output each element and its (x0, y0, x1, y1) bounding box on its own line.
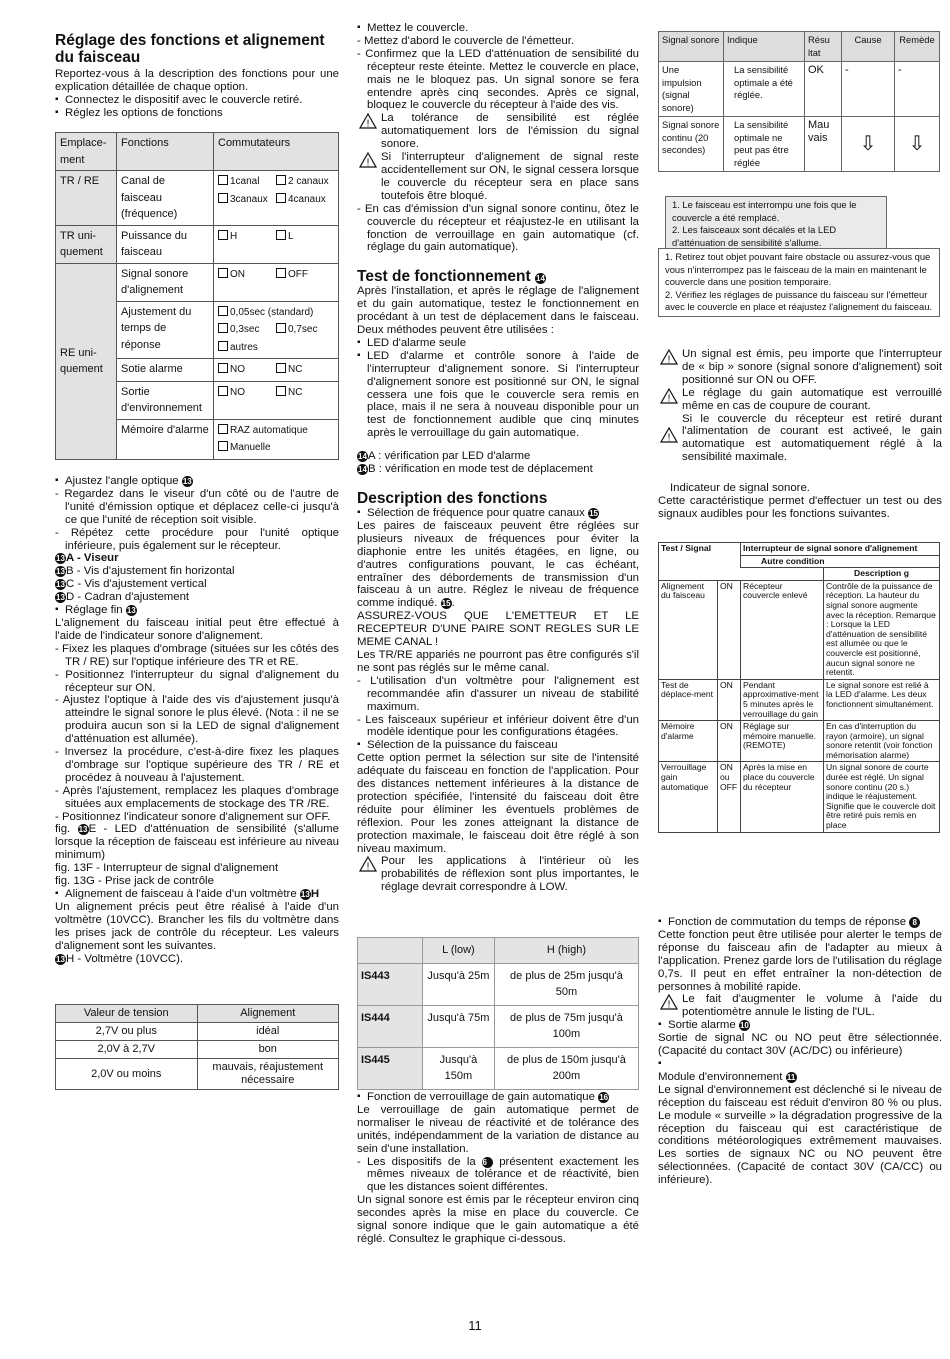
paragraph: Un alignement précis peut être réalisé à l'aide d'un voltmètre (10VCC). Brancher les fils du voltmètre dans les prises jack de contrôle du récepteur. Les valeurs d'alignement sont les suivantes. (55, 900, 339, 952)
figure-ref: 13A - Viseur (56, 552, 119, 565)
paragraph: Sortie de signal NC ou NO peut être sélectionnée. (Capacité du contact 30V (AC/DC) ou inférieure) (658, 1032, 942, 1058)
warning-icon (660, 994, 678, 1010)
option-item: 0,7sec (276, 322, 317, 339)
step-text: - Positionnez l'interrupteur du signal d'alignement du récepteur sur ON. (55, 668, 339, 694)
down-arrow-icon: ⇩ (842, 117, 895, 172)
warning-note: ! Pour les applications à l'intérieur où les probabilités de réflexion sont plus importantes, le réglage devrait correspondre à LOW. (357, 855, 639, 894)
function-cell: Sortie d'environnement (117, 381, 214, 419)
figure-ref: 13D - Cadran d'ajustement (56, 591, 190, 604)
figure-ref: 13H - Voltmètre (10VCC). (56, 952, 184, 965)
function-cell: Mémoire d'alarme (117, 419, 214, 459)
svg-text:!: ! (667, 432, 671, 443)
bullet-angle: ▪ Ajustez l'angle optique 13 (55, 475, 339, 488)
middle-column (357, 22, 639, 894)
option-item: autres (218, 340, 258, 357)
option-item: 3canaux (218, 192, 276, 209)
option-item: NO (218, 385, 276, 402)
table-row: Verrouillage gain automatique ON ou OFF Après la mise en place du couvercle du récepteur Un signal sonore de courte durée est réglé. Un signal sonore continu (20 s.) indique le réajustement. Signifie que le couvercle doit être retiré puis remis en place (659, 762, 940, 832)
option-item: NO (218, 362, 276, 379)
location-cell: RE uni-quement (56, 263, 117, 459)
table-corner (358, 938, 423, 964)
audible-signal-table (658, 542, 940, 833)
figure-ref: 13C - Vis d'ajustement vertical (56, 578, 207, 591)
warning-icon (660, 427, 678, 443)
function-switch-table (55, 132, 339, 460)
bullet-connect: ▪ Connectez le dispositif avec le couvercle retiré. (55, 94, 339, 107)
svg-text:!: ! (667, 393, 671, 404)
indicator-text: Cette caractéristique permet d'effectuer un test ou des signaux audibles pour les fonctions suivantes. (658, 495, 942, 520)
table-header: L (low) (423, 938, 495, 964)
indicator-title: Indicateur de signal sonore. (670, 482, 810, 495)
table-row: 2,0V à 2,7V bon (56, 1041, 339, 1059)
warning-icon (660, 349, 678, 365)
table-header: Remède (895, 32, 940, 62)
bullet-frequency: ▪ Sélection de fréquence pour quatre canaux 15 (357, 507, 639, 520)
paragraph: Cette fonction peut être utilisée pour alerter le temps de réponse du faisceau afin de l'adapter au mieux à l'application. Prenez garde lors de l'utilisation du réglage 0,7s. Il peut en effet entraîner la non-détection de personnes à mobilité rapide. (658, 928, 942, 993)
switch-cell (214, 359, 339, 382)
page-number: 11 (468, 1318, 482, 1333)
option-item: H (218, 229, 276, 246)
power-range-table (357, 937, 639, 1090)
option-item: OFF (276, 267, 308, 284)
checkbox-icon (218, 363, 228, 373)
step-text: - Répétez cette procédure pour l'unité optique inférieure, puis également sur le récepteur. (55, 526, 339, 552)
switch-cell (214, 263, 339, 301)
table-header: H (high) (494, 938, 638, 964)
table-header: Résu ltat (805, 32, 842, 62)
switch-cell (214, 225, 339, 263)
heading-test: Test de fonctionnement 14 (357, 268, 545, 286)
checkbox-icon (276, 323, 286, 333)
left-column (55, 0, 339, 120)
checkbox-icon (218, 424, 228, 434)
table-header: Commutateurs (214, 133, 339, 171)
function-cell: Sotie alarme (117, 359, 214, 382)
figure-ref: 13B - Vis d'ajustement fin horizontal (56, 565, 235, 578)
table-header: Description g (824, 568, 940, 581)
warning-note: ! Le réglage du gain automatique est verrouillé même en cas de coupure de courant. (658, 387, 942, 413)
step-text: - En cas d'émission d'un signal sonore continu, ôtez le couvercle du récepteur et réajustez-le en utilisant la fonction de verrouillage en gain automatique (cf. réglage du gain automatique). (357, 202, 639, 254)
checkbox-icon (218, 441, 228, 451)
table-header: Fonctions (117, 133, 214, 171)
bullet-response: ▪ Fonction de commutation du temps de réponse 8 (658, 916, 942, 929)
warning-note: ! Si le couvercle du récepteur est retiré durant l'alimentation de courant est activeé, le gain automatique est automatiquement réglé à la sensibilité maximale. (658, 413, 942, 465)
table-row: Test de déplace-ment ON Pendant approximative-ment 5 minutes après le verrouillage du gain Le signal sonore est relié à la LED d'alarme. Les deux fonctionnent simultanément. (659, 679, 940, 720)
option-item: 0,3sec (218, 322, 276, 339)
step-text: - Confirmez que la LED d'atténuation de sensibilité du récepteur reste éteinte. Mettez le couvercle en place, mais ne le bloquez pas. Un signal sonore se fera entendre après cinq secondes. Après ce signal, bloquez le couvercle du récepteur à l'aide des vis. (357, 47, 639, 112)
section-title: Réglage des fonctions et alignement du faisceau (55, 32, 325, 66)
table-row: IS445 Jusqu'à 150m de plus de 150m jusqu'à 200m (358, 1047, 639, 1089)
figure-ref: 14A : vérification par LED d'alarme (358, 450, 531, 463)
bullet-cover: ▪ Mettez le couvercle. (357, 22, 639, 35)
option-item: NC (276, 362, 302, 379)
table-header: Valeur de tension (56, 1005, 198, 1023)
figure-ref: fig. 13G - Prise jack de contrôle (55, 875, 214, 888)
paragraph: Un signal sonore est émis par le récepteur environ cinq secondes après la mise en place du couvercle. Ce signal sonore indique que le gain automatique a été réglé. Consultez le graphique ci-dessous. (357, 1194, 639, 1245)
table-row: IS443 Jusqu'à 25m de plus de 25m jusqu'à 50m (358, 963, 639, 1005)
table-header: Indique (724, 32, 805, 62)
circled-number: 13 (126, 606, 136, 616)
voltage-table (55, 1004, 339, 1090)
svg-text:!: ! (667, 354, 671, 365)
checkbox-icon (218, 323, 228, 333)
step-text: - Inversez la procédure, c'est-à-dire fixez les plaques d'ombrage sur l'optique supérieure des TR / RE et procédez à nouveau à l'ajustement. (55, 746, 339, 784)
bullet-alarm-output: ▪ Sortie alarme 10 (658, 1019, 942, 1032)
paragraph: Les TR/RE appariés ne pourront pas être configurés s'il ne sont pas réglés sur le même canal. (357, 648, 639, 674)
checkbox-icon (218, 230, 228, 240)
table-row: 2,7V ou plus idéal (56, 1023, 339, 1041)
paragraph: Le signal d'environnement est déclenché si le niveau de réception du faisceau est réduit d'environ 80 % ou plus. Le module « surveille » la dégradation progressive de la réception du faisceau qui est caractéristique de conditions météorologiques extrêmement mauvaises. Les sorties de signaux NC ou NO peuvent être sélectionnées. (Capacité de contact 30V (CA/CC) ou inférieure). (658, 1083, 942, 1187)
switch-cell (214, 381, 339, 419)
bullet-gain-lock: ▪ Fonction de verrouillage de gain automatique 16 (357, 1091, 639, 1104)
table-row: Signal sonore continu (20 secondes) La sensibilité optimale ne peut pas être réglée Mau vais ⇩ ⇩ (659, 117, 940, 172)
paragraph: Les paires de faisceaux peuvent être réglées sur plusieurs niveaux de fréquences pour éviter la diaphonie entre les unités étagées, en ligne, ou d'autres configurations pouvant, le cas échéant, entraîner des débordements de transmission d'un faisceau à un autre. Réglez le niveau de fréquence comme indiqué. 15. (357, 519, 639, 610)
checkbox-icon (218, 341, 228, 351)
bullet-led-sound: ▪ LED d'alarme et contrôle sonore à l'aide de l'interrupteur d'alignement sonore. Si l'interrupteur d'alignement sonore est positionné sur ON, le signal cessera une fois que le couvercle sera remis en place, mais il ne sera à nouveau disponible pour un test de fonctionnement audible que cinq minutes après le verrouillage du gain automatique. (357, 350, 639, 440)
heading-description: Description des fonctions (357, 490, 548, 507)
function-cell: Canal de faisceau (fréquence) (117, 171, 214, 226)
bullet-power: ▪ Sélection de la puissance du faisceau (357, 739, 639, 752)
table-header: Alignement (197, 1005, 339, 1023)
checkbox-icon (276, 175, 286, 185)
figure-ref: fig. 13E - LED d'atténuation de sensibilité (s'allume lorsque la réception de faisceau est inférieure au niveau minimum) (55, 823, 339, 862)
function-cell: Puissance du faisceau (117, 225, 214, 263)
svg-text:!: ! (366, 118, 370, 130)
checkbox-icon (276, 230, 286, 240)
option-item: Manuelle (218, 440, 271, 457)
warning-icon (660, 388, 678, 404)
environment-heading: Module d'environnement 11 (658, 1070, 796, 1083)
checkbox-icon (276, 193, 286, 203)
switch-cell (214, 301, 339, 359)
paragraph: Le verrouillage de gain automatique permet de normaliser le niveau de réactivité et de tolérance des unités, indépendamment de la variation de distance au sein d'une installation. (357, 1103, 639, 1155)
checkbox-icon (218, 386, 228, 396)
svg-text:!: ! (366, 861, 370, 873)
bullet-led: ▪ LED d'alarme seule (357, 337, 639, 350)
step-text: - Regardez dans le viseur d'un côté ou de l'autre de l'unité d'émission optique et déplacez celle-ci jusqu'à ce que l'unité de réception soit visible. (55, 487, 339, 526)
table-row: Alignement du faisceau ON Récepteur couvercle enlevé Contrôle de la puissance de réception. La hauteur du signal sonore augmente avec la réception. Remarque : Lorsque la LED d'atténuation de sensibilité est allumée ou que le couvercle est positionné, aucun signal sonore ne retentit. (659, 580, 940, 679)
warning-note: ! Un signal est émis, peu importe que l'interrupteur de « bip » sonore (signal sonore d'alignement) soit positionné sur ON ou OFF. (658, 348, 942, 387)
step-text: - Fixez les plaques d'ombrage (situées sur les côtés des TR / RE) sur l'optique inférieure des TR et RE. (55, 642, 339, 668)
option-item: L (276, 229, 294, 246)
table-header: Emplace-ment (56, 133, 117, 171)
circled-number: 13 (182, 477, 192, 486)
checkbox-icon (218, 268, 228, 278)
left-column-lower (55, 475, 339, 965)
table-row: IS444 Jusqu'à 75m de plus de 75m jusqu'à 100m (358, 1005, 639, 1047)
bullet-options: ▪ Réglez les options de fonctions (55, 107, 339, 120)
signal-table (658, 31, 940, 172)
switch-cell (214, 171, 339, 226)
function-cell: Signal sonore d'alignement (117, 263, 214, 301)
option-item: NC (276, 385, 302, 402)
option-item: 2 canaux (276, 174, 329, 191)
figure-ref: 14B : vérification en mode test de déplacement (358, 463, 593, 476)
cause-box: 1. Le faisceau est interrompu une fois que le couvercle a été remplacé. 2. Les faisceaux sont décalés et la LED d'atténuation de sensibilité s'allume. (665, 196, 887, 252)
checkbox-icon (276, 386, 286, 396)
svg-text:!: ! (366, 157, 370, 169)
location-cell: TR uni-quement (56, 225, 117, 263)
step-text: - L'utilisation d'un voltmètre pour l'alignement est recommandée afin d'assurer un niveau de stabilité maximum. (357, 674, 639, 713)
paragraph-caps: ASSUREZ-VOUS QUE L'EMETTEUR ET LE RECEPTEUR D'UNE PAIRE SONT REGLES SUR LE MEME CANAL ! (357, 610, 639, 649)
checkbox-icon (218, 306, 228, 316)
bullet-fine: ▪ Réglage fin 13 (55, 604, 339, 617)
checkbox-icon (218, 175, 228, 185)
warning-icon (359, 152, 377, 168)
option-item: 0,05sec (standard) (218, 305, 313, 322)
step-text: - Mettez d'abord le couvercle de l'émetteur. (357, 34, 575, 47)
remedy-box: 1. Retirez tout objet pouvant faire obstacle ou assurez-vous que vous n'interrompez pas le faisceau de la main en maintenant le couvercle dans une position temporaire. 2. Vérifiez les réglages de puissance du faisceau sur l'émetteur avec le couvercle en place et réajustez l'alignement du faisceau. (658, 248, 940, 317)
step-text: - Les faisceaux supérieur et inférieur doivent être d'un modèle identique pour les configurations étagées. (357, 713, 639, 739)
table-header: Autre condition (741, 555, 940, 568)
paragraph: Cette option permet la sélection sur site de l'intensité adéquate du faisceau en fonction de l'application. Pour des distances nettement inférieures à la distance de protection spécifiée, l'intensité du faisceau doit être réduite pour éliminer les éventuels problèmes de réflexion. Pour les zones atteignant la distance de protection maximale, le faisceau doit être réglé à son niveau maximum. (357, 752, 639, 855)
paragraph: Après l'installation, et après le réglage de l'alignement et du gain automatique, testez le fonctionnement en procédant à un test de déplacement dans le faisceau. Deux méthodes peuvent être utilisées : (357, 285, 639, 337)
switch-cell (214, 419, 339, 459)
option-item: 4canaux (276, 192, 326, 209)
step-text: - Les dispositifs de la 16 présentent exactement les mêmes niveaux de tolérance et de réactivité, bien que les distances soient différentes. (357, 1155, 639, 1194)
svg-text:!: ! (667, 999, 671, 1011)
table-row: Mémoire d'alarme ON Réglage sur mémoire manuelle. (REMOTE) En cas d'interruption du rayon (armoire), un signal sonore retentit (voir fonction mémorisation alarme) (659, 721, 940, 762)
option-item: 1canal (218, 174, 276, 191)
right-column-notes (658, 348, 942, 521)
step-text: - Ajustez l'optique à l'aide des vis d'ajustement jusqu'à atteindre le signal sonore le plus élevé. (Nota : il ne se produira aucun son si la LED de signal d'alignement d'atténuation est allumée). (55, 694, 339, 746)
warning-icon (359, 113, 377, 129)
middle-column-lower (357, 1091, 639, 1246)
warning-icon (359, 856, 377, 872)
table-header: Test / Signal (659, 543, 741, 556)
down-arrow-icon: ⇩ (895, 117, 940, 172)
warning-note: ! Si l'interrupteur d'alignement de signal reste accidentellement sur ON, le signal cessera lorsque le couvercle du récepteur sera en place sans toutefois être bloqué. (357, 151, 639, 203)
right-column-lower (658, 916, 942, 1187)
table-header: Cause (842, 32, 895, 62)
paragraph: L'alignement du faisceau initial peut être effectué à l'aide de l'indicateur sonore d'alignement. (55, 616, 339, 642)
table-row: 2,0V ou moins mauvais, réajustement nécessaire (56, 1059, 339, 1090)
table-header: Signal sonore (659, 32, 724, 62)
table-header: Interrupteur de signal sonore d'alignement (741, 543, 940, 556)
checkbox-icon (276, 363, 286, 373)
bullet-spacer (658, 1058, 942, 1071)
step-text: - Positionnez l'indicateur sonore d'alignement sur OFF. (55, 810, 331, 823)
option-item: ON (218, 267, 276, 284)
function-cell: Ajustement du temps de réponse (117, 301, 214, 359)
checkbox-icon (218, 193, 228, 203)
warning-note: ! La tolérance de sensibilité est réglée automatiquement lors de l'émission du signal sonore. (357, 112, 639, 151)
location-cell: TR / RE (56, 171, 117, 226)
bullet-voltmeter: ▪ Alignement de faisceau à l'aide d'un voltmètre 13H (55, 888, 339, 901)
figure-ref: fig. 13F - Interrupteur de signal d'alignement (55, 862, 279, 875)
step-text: - Après l'ajustement, remplacez les plaques d'ombrage situées aux emplacements de stockage des TR /RE. (55, 784, 339, 810)
warning-note: ! Le fait d'augmenter le volume à l'aide du potentiomètre annule le listing de l'UL. (658, 993, 942, 1019)
checkbox-icon (276, 268, 286, 278)
option-item: RAZ automatique (218, 423, 308, 440)
table-row: Une impulsion (signal sonore) La sensibilité optimale a été réglée. OK - - (659, 62, 940, 117)
intro-text: Reportez-vous à la description des fonctions pour une explication détaillée de chaque option. (55, 68, 339, 93)
